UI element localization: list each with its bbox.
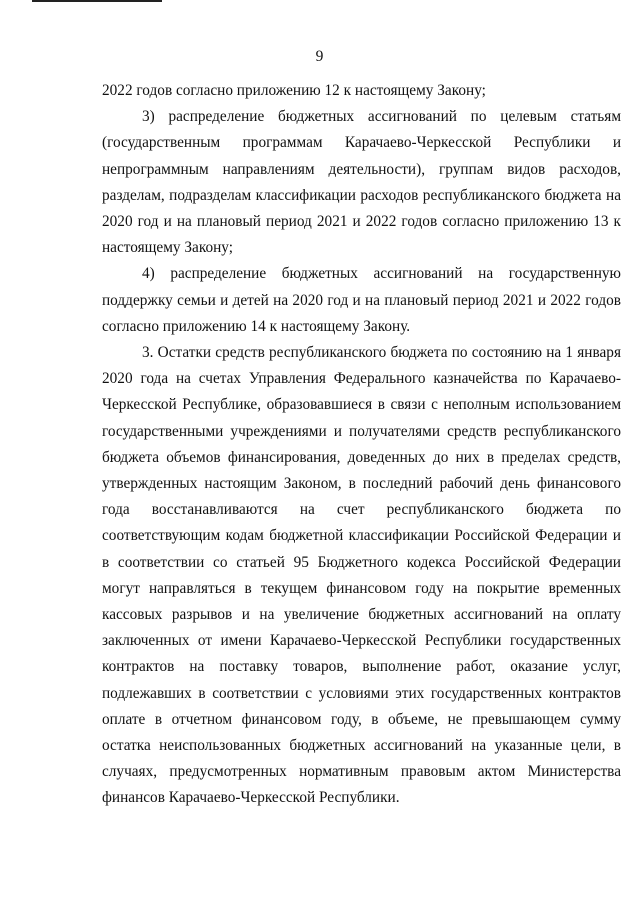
paragraph-section-3: 3. Остатки средств республиканского бюджета по состоянию на 1 января 2020 года на счетах Управления Федерального казначейства по Карачаево-Черкесской Республике, образовавшиеся в связи с неполным использованием государственными учреждениями и получателями средств республиканского бюджета объемов финансирования, доведенных до них в пределах средств, утвержденных настоящим Законом, в последний рабочий день финансового года восстанавливаются на счет республиканского бюджета по соответствующим кодам бюджетной классификации Российской Федерации и в соответствии со статьей 95 Бюджетного кодекса Российской Федерации могут направляться в текущем финансовом году на покрытие временных кассовых разрывов и на увеличение бюджетных ассигнований на оплату заключенных от имени Карачаево-Черкесской Республики государственных контрактов на поставку товаров, выполнение работ, оказание услуг, подлежавших в соответствии с условиями этих государственных контрактов оплате в отчетном финансовом году, в объеме, не превышающем сумму остатка неиспользованных бюджетных ассигнований на указанные цели, в случаях, предусмотренных нормативным правовым актом Министерства финансов Карачаево-Черкесской Республики.: [102, 344, 621, 807]
document-body: [102, 78, 621, 812]
paragraph-item-3: 3) распределение бюджетных ассигнований по целевым статьям (государственным программам Карачаево-Черкесской Республики и непрограммным направлениям деятельности), группам видов расходов, разделам, подразделам классификации расходов республиканского бюджета на 2020 год и на плановый период 2021 и 2022 годов согласно приложению 13 к настоящему Закону;: [102, 108, 621, 257]
paragraph-continuation: 2022 годов согласно приложению 12 к настоящему Закону;: [102, 82, 486, 99]
scan-edge-mark: [32, 0, 162, 2]
page-number: 9: [315, 48, 324, 65]
paragraph-item-4: 4) распределение бюджетных ассигнований на государственную поддержку семьи и детей на 2020 год и на плановый период 2021 и 2022 годов согласно приложению 14 к настоящему Закону.: [102, 265, 621, 335]
